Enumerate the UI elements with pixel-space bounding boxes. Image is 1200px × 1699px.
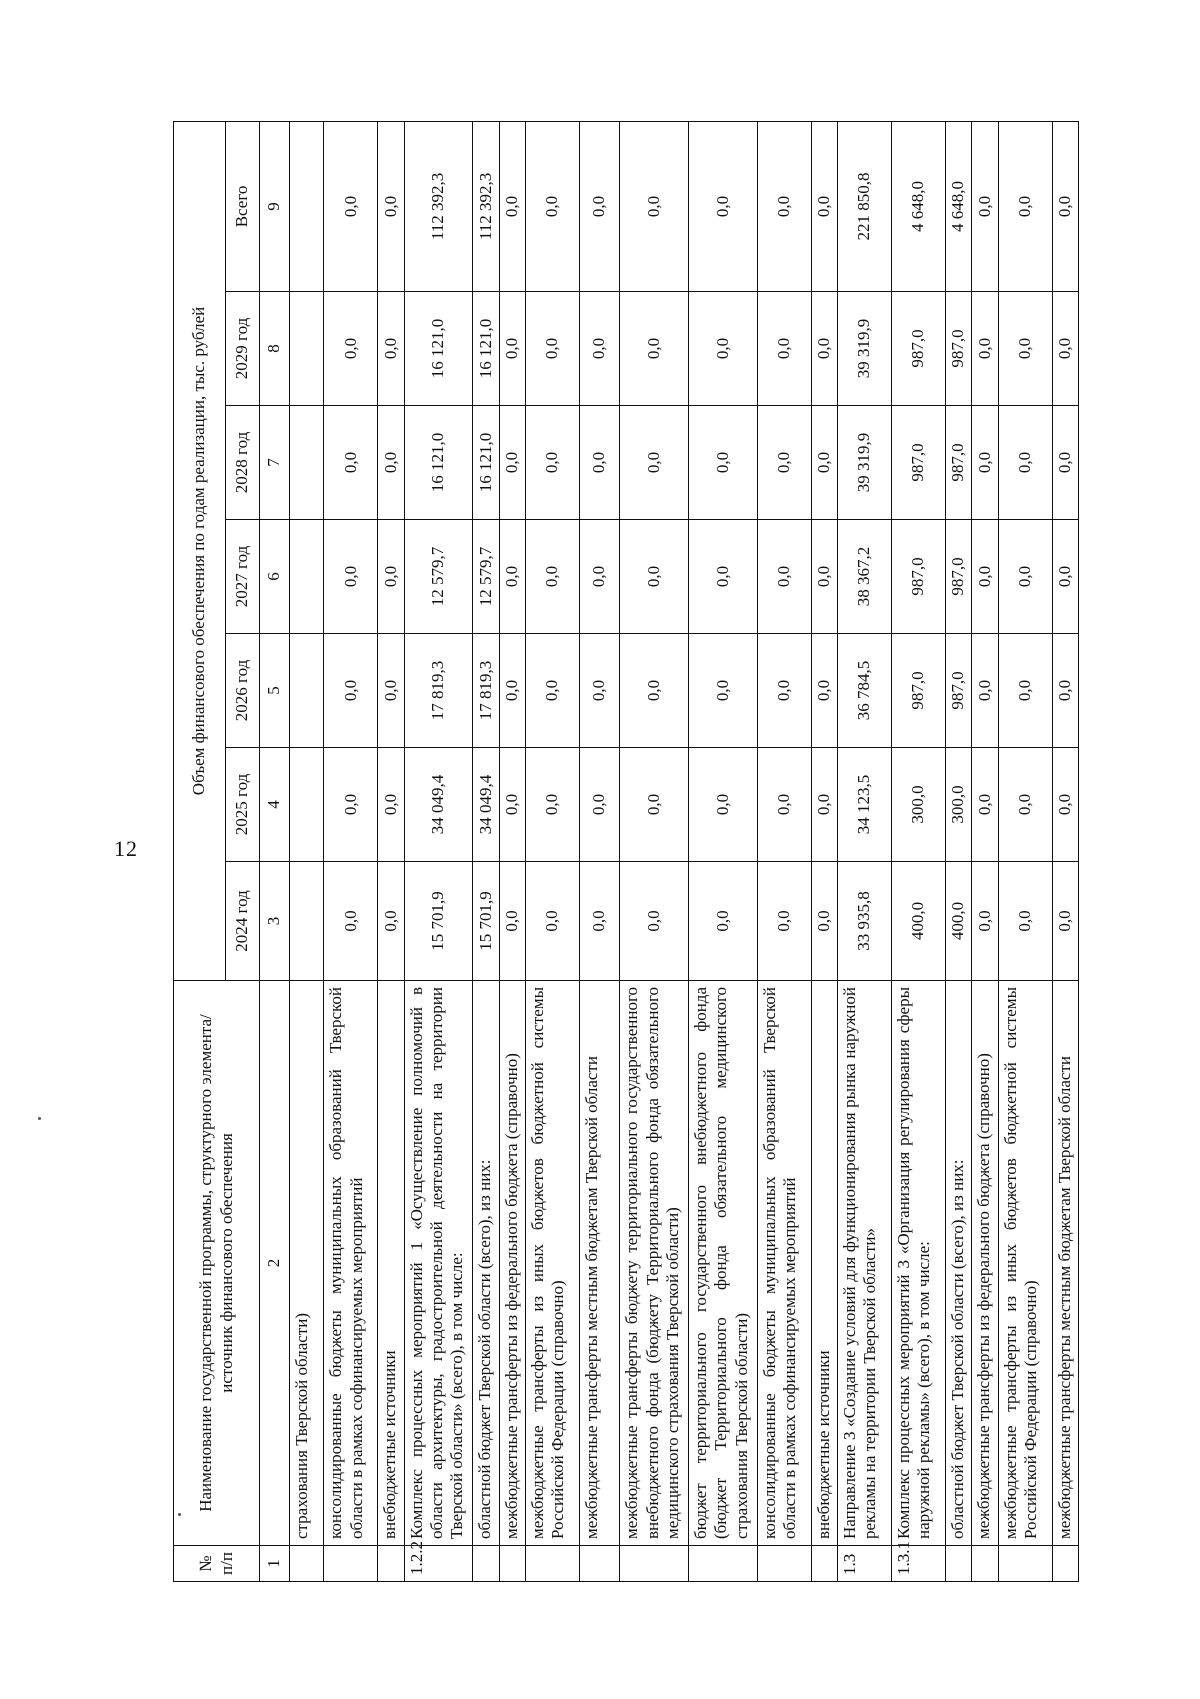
- row-number: [811, 1546, 837, 1582]
- row-value: [290, 634, 324, 748]
- row-value: 0,0: [998, 406, 1052, 520]
- table-row: [378, 121, 404, 1581]
- row-number: [1052, 1546, 1079, 1582]
- row-value: 0,0: [378, 634, 404, 748]
- row-value: 0,0: [757, 406, 811, 520]
- row-name: межбюджетные трансферты из иных бюджетов бюджетной системы Российской Федерации (справочно): [998, 981, 1052, 1546]
- row-name: областной бюджет Тверской области (всего), из них:: [473, 981, 499, 1546]
- row-value: 0,0: [620, 292, 689, 406]
- row-total: 0,0: [324, 121, 378, 291]
- table-row: [837, 121, 891, 1581]
- header-year: 2028 год: [226, 406, 260, 520]
- row-total: 0,0: [499, 121, 525, 291]
- row-number: [499, 1546, 525, 1582]
- row-value: 0,0: [579, 520, 619, 634]
- row-value: 17 819,3: [473, 634, 499, 748]
- row-total: 0,0: [757, 121, 811, 291]
- row-value: 16 121,0: [404, 406, 473, 520]
- column-index: 9: [260, 121, 290, 291]
- row-value: 34 049,4: [473, 748, 499, 862]
- row-value: 0,0: [688, 748, 757, 862]
- row-value: 0,0: [499, 292, 525, 406]
- row-value: 0,0: [378, 748, 404, 862]
- row-value: 0,0: [499, 520, 525, 634]
- row-value: 0,0: [525, 862, 579, 981]
- row-number: 1.3.1: [891, 1546, 945, 1582]
- table-row: [324, 121, 378, 1581]
- column-index: 7: [260, 406, 290, 520]
- table-row: [525, 121, 579, 1581]
- row-value: 0,0: [579, 748, 619, 862]
- row-name: внебюджетные источники: [378, 981, 404, 1546]
- header-year: 2027 год: [226, 520, 260, 634]
- row-name: Направление 3 «Создание условий для функционирования рынка наружной рекламы на территории Тверской области»: [837, 981, 891, 1546]
- row-value: 34 049,4: [404, 748, 473, 862]
- row-number: [757, 1546, 811, 1582]
- table-row: [473, 121, 499, 1581]
- row-name: межбюджетные трансферты бюджету территориального государственного внебюджетного фонда (бюджету Территориального фонда обязательного медицинского страхования Тверской области): [620, 981, 689, 1546]
- row-value: 0,0: [579, 634, 619, 748]
- row-value: 987,0: [891, 520, 945, 634]
- row-value: 0,0: [1052, 634, 1079, 748]
- row-value: 0,0: [499, 634, 525, 748]
- row-value: 0,0: [811, 406, 837, 520]
- row-number: [324, 1546, 378, 1582]
- row-value: 0,0: [811, 748, 837, 862]
- row-value: 0,0: [620, 406, 689, 520]
- row-value: 0,0: [998, 748, 1052, 862]
- row-value: 987,0: [945, 520, 971, 634]
- row-name: внебюджетные источники: [811, 981, 837, 1546]
- row-total: 221 850,8: [837, 121, 891, 291]
- row-value: 16 121,0: [473, 406, 499, 520]
- row-value: 0,0: [811, 292, 837, 406]
- row-value: 0,0: [757, 634, 811, 748]
- row-value: 0,0: [811, 520, 837, 634]
- row-value: 0,0: [688, 862, 757, 981]
- row-name: бюджет территориального государственного внебюджетного фонда (бюджет Территориального фонда обязательного медицинского страхования Тверской области): [688, 981, 757, 1546]
- row-value: 0,0: [525, 292, 579, 406]
- row-total: 0,0: [579, 121, 619, 291]
- row-value: 12 579,7: [473, 520, 499, 634]
- row-number: [998, 1546, 1052, 1582]
- row-value: 39 319,9: [837, 406, 891, 520]
- row-name: Комплекс процессных мероприятий 1 «Осуществление полномочий в области архитектуры, градостроительной деятельности на территории Тверской области» (всего), в том числе:: [404, 981, 473, 1546]
- column-index: 6: [260, 520, 290, 634]
- row-value: 0,0: [1052, 520, 1079, 634]
- row-value: 0,0: [998, 862, 1052, 981]
- column-index: 8: [260, 292, 290, 406]
- row-total: 4 648,0: [891, 121, 945, 291]
- row-value: 15 701,9: [473, 862, 499, 981]
- row-total: 0,0: [525, 121, 579, 291]
- row-name: консолидированные бюджеты муниципальных образований Тверской области в рамках софинансируемых мероприятий: [757, 981, 811, 1546]
- row-value: 0,0: [972, 748, 998, 862]
- row-value: 987,0: [891, 292, 945, 406]
- column-index: 3: [260, 862, 290, 981]
- row-value: 0,0: [998, 292, 1052, 406]
- row-value: [290, 292, 324, 406]
- row-value: 0,0: [688, 406, 757, 520]
- table-row: [757, 121, 811, 1581]
- row-name: межбюджетные трансферты местным бюджетам Тверской области: [1052, 981, 1079, 1546]
- row-value: [290, 862, 324, 981]
- row-number: [290, 1546, 324, 1582]
- row-value: 16 121,0: [404, 292, 473, 406]
- row-total: 112 392,3: [404, 121, 473, 291]
- row-value: 0,0: [757, 748, 811, 862]
- table-row: [290, 121, 324, 1581]
- row-value: 0,0: [579, 292, 619, 406]
- row-value: 0,0: [378, 520, 404, 634]
- row-value: 0,0: [378, 862, 404, 981]
- column-index: 2: [260, 981, 290, 1546]
- row-number: [579, 1546, 619, 1582]
- table-row: [1052, 121, 1079, 1581]
- row-value: 39 319,9: [837, 292, 891, 406]
- row-value: 987,0: [945, 634, 971, 748]
- row-value: 0,0: [324, 748, 378, 862]
- table-row: [620, 121, 689, 1581]
- row-value: 987,0: [945, 406, 971, 520]
- row-value: 0,0: [972, 634, 998, 748]
- row-value: 987,0: [891, 406, 945, 520]
- row-total: 0,0: [972, 121, 998, 291]
- row-value: 0,0: [499, 406, 525, 520]
- table-row: [404, 121, 473, 1581]
- row-value: 0,0: [378, 292, 404, 406]
- row-value: 0,0: [324, 634, 378, 748]
- row-value: 36 784,5: [837, 634, 891, 748]
- row-value: 15 701,9: [404, 862, 473, 981]
- table-row: [579, 121, 619, 1581]
- row-value: 400,0: [945, 862, 971, 981]
- row-value: 0,0: [499, 862, 525, 981]
- table-row: [945, 121, 971, 1581]
- row-number: [473, 1546, 499, 1582]
- row-value: 0,0: [324, 520, 378, 634]
- table-row: [811, 121, 837, 1581]
- table-row: [891, 121, 945, 1581]
- row-value: 0,0: [1052, 292, 1079, 406]
- header-name: Наименование государственной программы, структурного элемента/источник финансового обеспечения: [174, 981, 260, 1546]
- row-value: 0,0: [620, 862, 689, 981]
- row-number: [525, 1546, 579, 1582]
- row-value: 34 123,5: [837, 748, 891, 862]
- row-name: областной бюджет Тверской области (всего), из них:: [945, 981, 971, 1546]
- header-year: 2025 год: [226, 748, 260, 862]
- row-total: 0,0: [1052, 121, 1079, 291]
- header-year: 2024 год: [226, 862, 260, 981]
- row-value: 0,0: [620, 520, 689, 634]
- row-value: 0,0: [525, 406, 579, 520]
- row-value: 0,0: [1052, 862, 1079, 981]
- row-total: 0,0: [998, 121, 1052, 291]
- row-value: 0,0: [525, 634, 579, 748]
- rotated-table-wrapper: [173, 122, 1079, 1582]
- scan-speck: [38, 1117, 41, 1120]
- row-name: консолидированные бюджеты муниципальных образований Тверской области в рамках софинансируемых мероприятий: [324, 981, 378, 1546]
- row-value: 300,0: [891, 748, 945, 862]
- row-value: 0,0: [324, 406, 378, 520]
- row-value: 16 121,0: [473, 292, 499, 406]
- row-total: 0,0: [378, 121, 404, 291]
- row-value: 0,0: [757, 862, 811, 981]
- row-value: 0,0: [811, 634, 837, 748]
- row-value: [290, 406, 324, 520]
- row-value: 0,0: [972, 292, 998, 406]
- row-value: 38 367,2: [837, 520, 891, 634]
- row-number: [972, 1546, 998, 1582]
- row-total: 0,0: [620, 121, 689, 291]
- row-value: 0,0: [579, 862, 619, 981]
- table-row: [688, 121, 757, 1581]
- row-value: 0,0: [378, 406, 404, 520]
- row-value: 400,0: [891, 862, 945, 981]
- row-name: межбюджетные трансферты из федерального бюджета (справочно): [499, 981, 525, 1546]
- row-name: межбюджетные трансферты из федерального бюджета (справочно): [972, 981, 998, 1546]
- row-value: 0,0: [998, 634, 1052, 748]
- row-number: [620, 1546, 689, 1582]
- row-value: 0,0: [324, 292, 378, 406]
- row-total: 112 392,3: [473, 121, 499, 291]
- row-total: [290, 121, 324, 291]
- row-value: 0,0: [620, 748, 689, 862]
- row-number: [378, 1546, 404, 1582]
- row-value: 987,0: [891, 634, 945, 748]
- header-year: 2029 год: [226, 292, 260, 406]
- row-name: страхования Тверской области): [290, 981, 324, 1546]
- row-value: [290, 520, 324, 634]
- row-value: 0,0: [525, 748, 579, 862]
- row-value: 0,0: [499, 748, 525, 862]
- column-index: 1: [260, 1546, 290, 1582]
- row-value: 0,0: [688, 634, 757, 748]
- row-name: Комплекс процессных мероприятий 3 «Организация регулирования сферы наружной рекламы» (всего), в том числе:: [891, 981, 945, 1546]
- row-value: 0,0: [757, 292, 811, 406]
- row-value: 0,0: [972, 862, 998, 981]
- header-total: Всего: [226, 121, 260, 291]
- row-total: 0,0: [811, 121, 837, 291]
- row-value: 33 935,8: [837, 862, 891, 981]
- column-index: 4: [260, 748, 290, 862]
- row-value: 987,0: [945, 292, 971, 406]
- row-name: межбюджетные трансферты из иных бюджетов бюджетной системы Российской Федерации (справочно): [525, 981, 579, 1546]
- column-index: 5: [260, 634, 290, 748]
- row-value: 0,0: [972, 520, 998, 634]
- row-value: 0,0: [811, 862, 837, 981]
- row-value: 0,0: [324, 862, 378, 981]
- table-row: [998, 121, 1052, 1581]
- row-number: 1.3: [837, 1546, 891, 1582]
- row-value: 0,0: [525, 520, 579, 634]
- row-value: 12 579,7: [404, 520, 473, 634]
- row-total: 4 648,0: [945, 121, 971, 291]
- row-value: 0,0: [688, 292, 757, 406]
- page-number: 12: [114, 836, 138, 861]
- table-row: [972, 121, 998, 1581]
- row-value: 17 819,3: [404, 634, 473, 748]
- row-number: [688, 1546, 757, 1582]
- row-value: 0,0: [1052, 406, 1079, 520]
- row-total: 0,0: [688, 121, 757, 291]
- row-value: 0,0: [1052, 748, 1079, 862]
- row-value: 0,0: [757, 520, 811, 634]
- header-volume: Объем финансового обеспечения по годам реализации, тыс. рублей: [174, 121, 226, 980]
- financing-table: [173, 121, 1079, 1582]
- row-value: 0,0: [620, 634, 689, 748]
- row-value: 0,0: [998, 520, 1052, 634]
- row-value: 0,0: [579, 406, 619, 520]
- row-value: 300,0: [945, 748, 971, 862]
- row-number: 1.2.2: [404, 1546, 473, 1582]
- row-value: 0,0: [688, 520, 757, 634]
- table-row: [499, 121, 525, 1581]
- row-value: [290, 748, 324, 862]
- row-number: [945, 1546, 971, 1582]
- header-num: № п/п: [174, 1546, 260, 1582]
- header-year: 2026 год: [226, 634, 260, 748]
- row-name: межбюджетные трансферты местным бюджетам Тверской области: [579, 981, 619, 1546]
- row-value: 0,0: [972, 406, 998, 520]
